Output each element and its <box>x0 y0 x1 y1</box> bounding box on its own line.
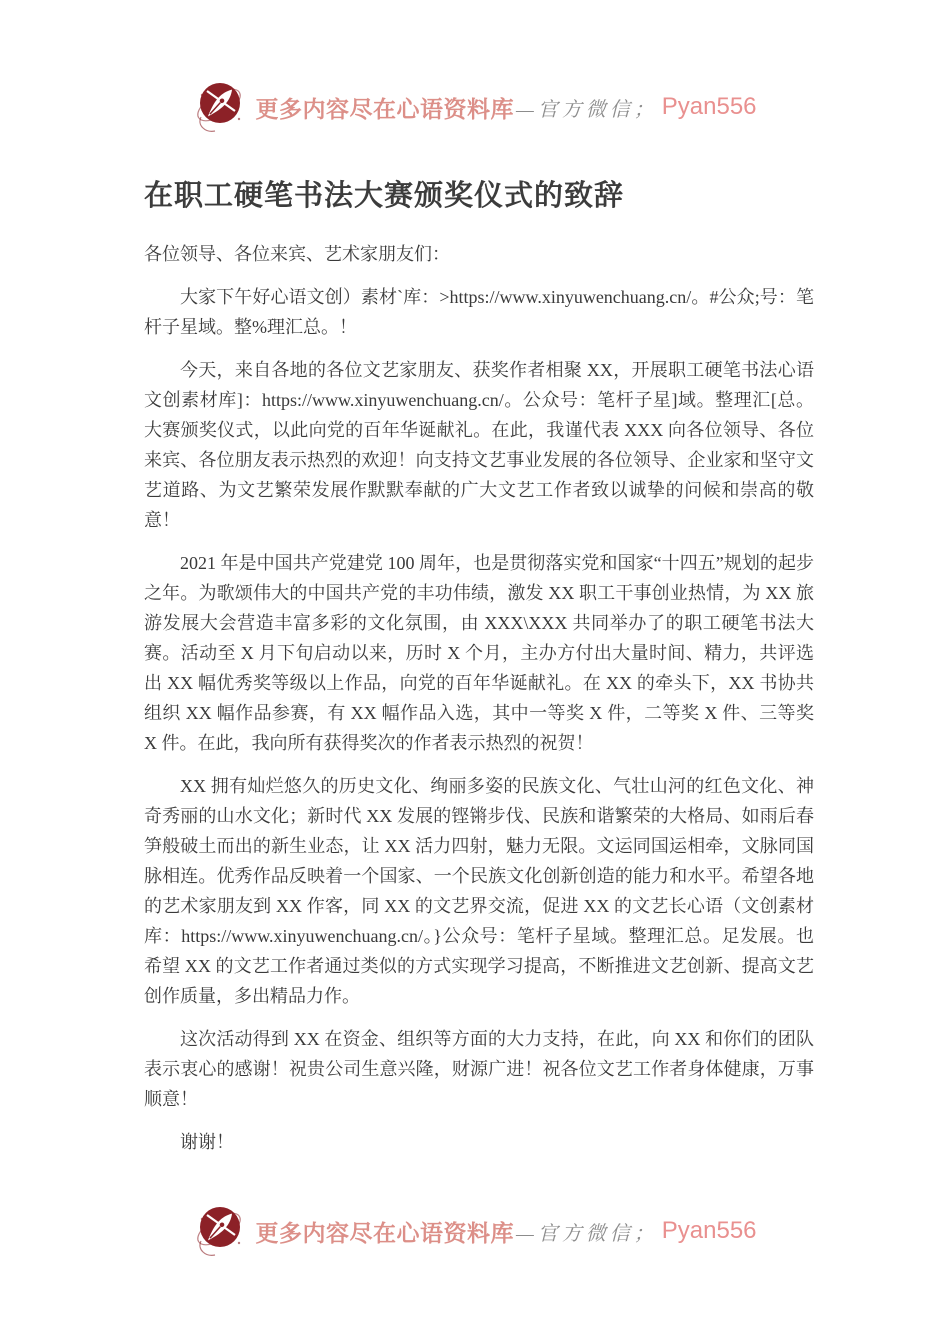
body-paragraph: 大家下午好心语文创）素材`库：>https://www.xinyuwenchuang.cn/。#公众;号：笔杆子星域。整%理汇总。！ <box>144 287 814 337</box>
page-title: 在职工硬笔书法大赛颁奖仪式的致辞 <box>144 180 625 212</box>
body-paragraph: 2021 年是中国共产党建党 100 周年，也是贯彻落实党和国家“十四五”规划的起步之年。为歌颂伟大的中国共产党的丰功伟绩，激发 XX 职工干事创业热情，为 XX 旅游发展大会营造丰富多彩的文化氛围，由 XXX\XXX 共同举办了的职工硬笔书法大赛。活动至 X 月下旬启动以来，历时 X 个月，主办方付出大量时间、精力，共评选出 XX 幅优秀奖等级以上作品，向党的百年华诞献礼。在 XX 的牵头下，XX 书协共组织 XX 幅作品参赛，有 XX 幅作品入选，其中一等奖 X 件，二等奖 X 件、三等奖 X 件。在此，我向所有获得奖次的作者表示热烈的祝贺！ <box>144 553 814 753</box>
brand-slogan: 更多内容尽在心语资料库 <box>255 96 514 122</box>
document-content <box>144 178 814 1170</box>
wechat-id: Pyan556 <box>661 93 757 120</box>
pen-nib-logo-icon <box>193 1201 247 1261</box>
wechat-label: —官方微信； <box>515 98 658 121</box>
body-paragraph: XX 拥有灿烂悠久的历史文化、绚丽多姿的民族文化、气壮山河的红色文化、神奇秀丽的山水文化；新时代 XX 发展的铿锵步伐、民族和谐繁荣的大格局、如雨后春笋般破土而出的新生业态，让 XX 活力四射，魅力无限。文运同国运相牵，文脉同国脉相连。优秀作品反映着一个国家、一个民族文化创新创造的能力和水平。希望各地的艺术家朋友到 XX 作客，同 XX 的文艺界交流，促进 XX 的文艺长心语（文创素材库：https://www.xinyuwenchuang.cn/。}公众号：笔杆子星域。整理汇总。足发展。也希望 XX 的文艺工作者通过类似的方式实现学习提高，不断推进文艺创新、提高文艺创作质量，多出精品力作。 <box>144 776 814 1006</box>
pen-nib-logo-icon <box>193 77 247 137</box>
closing-paragraph: 谢谢！ <box>180 1132 234 1152</box>
header-brand-bar <box>0 74 950 140</box>
salutation-paragraph: 各位领导、各位来宾、艺术家朋友们： <box>144 244 450 264</box>
footer-brand-bar <box>0 1198 950 1264</box>
body-paragraph: 今天，来自各地的各位文艺家朋友、获奖作者相聚 XX，开展职工硬笔书法心语文创素材库]：https://www.xinyuwenchuang.cn/。公众号：笔杆子星]域。整理汇[总。大赛颁奖仪式，以此向党的百年华诞献礼。在此，我谨代表 XXX 向各位领导、各位来宾、各位朋友表示热烈的欢迎！向支持文艺事业发展的各位领导、企业家和坚守文艺道路、为文艺繁荣发展作默默奉献的广大文艺工作者致以诚挚的问候和崇高的敬意！ <box>144 360 814 530</box>
wechat-label: —官方微信； <box>515 1222 658 1245</box>
body-paragraph: 这次活动得到 XX 在资金、组织等方面的大力支持，在此，向 XX 和你们的团队表示衷心的感谢！祝贵公司生意兴隆，财源广进！祝各位文艺工作者身体健康，万事顺意！ <box>144 1029 814 1109</box>
wechat-id: Pyan556 <box>661 1217 757 1244</box>
brand-slogan: 更多内容尽在心语资料库 <box>255 1220 514 1246</box>
